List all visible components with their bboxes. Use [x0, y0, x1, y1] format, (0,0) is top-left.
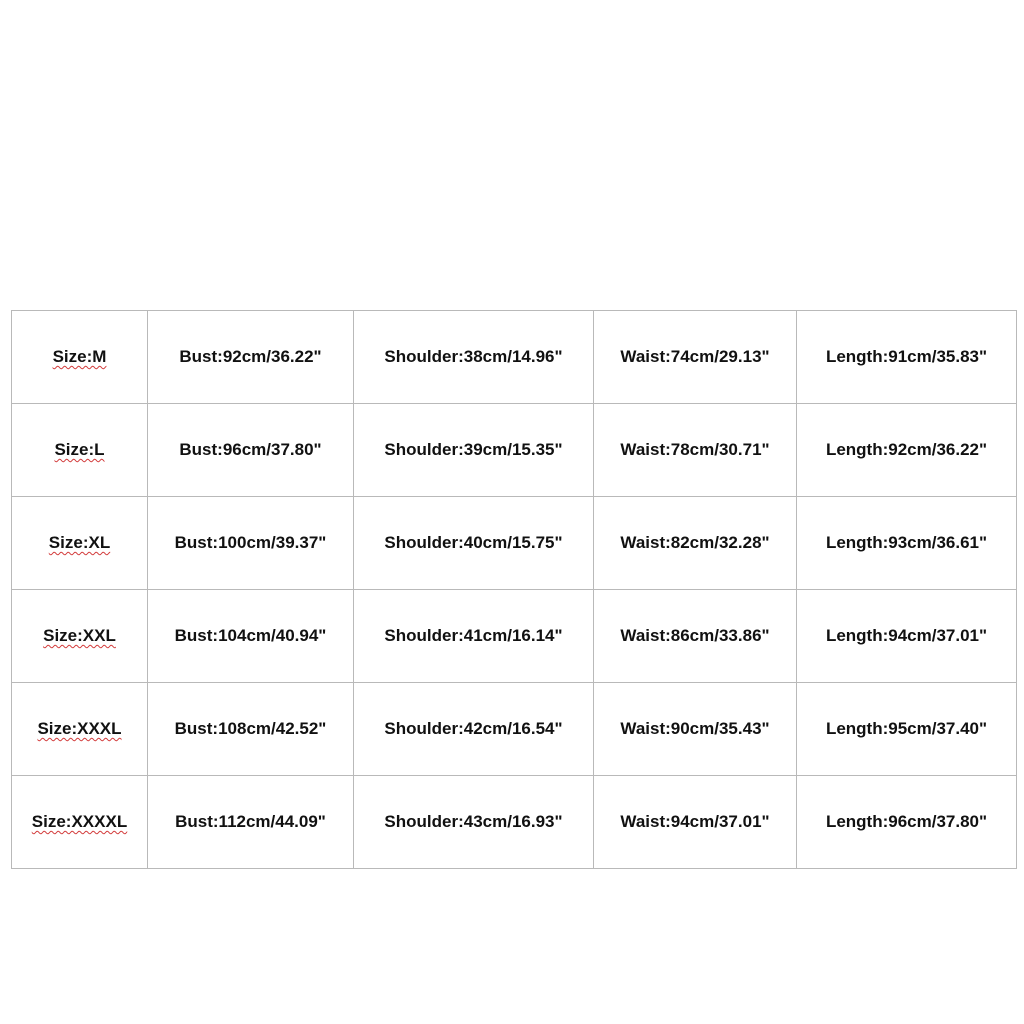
- size-label: Size:XXXXL: [31, 812, 128, 831]
- shoulder-cell: Shoulder:38cm/14.96": [354, 311, 594, 404]
- size-label: Size:L: [54, 440, 105, 459]
- bust-cell: Bust:96cm/37.80": [148, 404, 354, 497]
- bust-cell: Bust:108cm/42.52": [148, 683, 354, 776]
- length-cell: Length:91cm/35.83": [797, 311, 1017, 404]
- waist-cell: Waist:94cm/37.01": [594, 776, 797, 869]
- bust-cell: Bust:104cm/40.94": [148, 590, 354, 683]
- waist-cell: Waist:74cm/29.13": [594, 311, 797, 404]
- table-row: [12, 311, 1017, 404]
- length-cell: Length:94cm/37.01": [797, 590, 1017, 683]
- size-label: Size:M: [52, 347, 107, 366]
- waist-cell: Waist:90cm/35.43": [594, 683, 797, 776]
- shoulder-cell: Shoulder:39cm/15.35": [354, 404, 594, 497]
- size-cell: [12, 311, 148, 404]
- shoulder-cell: Shoulder:43cm/16.93": [354, 776, 594, 869]
- size-cell: [12, 683, 148, 776]
- table-row: [12, 683, 1017, 776]
- table-row: [12, 497, 1017, 590]
- length-cell: Length:96cm/37.80": [797, 776, 1017, 869]
- size-label: Size:XXL: [43, 626, 116, 645]
- size-cell: [12, 497, 148, 590]
- length-cell: Length:95cm/37.40": [797, 683, 1017, 776]
- table-row: [12, 590, 1017, 683]
- size-cell: [12, 404, 148, 497]
- size-chart-table: [11, 310, 1017, 869]
- waist-cell: Waist:86cm/33.86": [594, 590, 797, 683]
- size-label: Size:XXXL: [37, 719, 122, 738]
- size-cell: [12, 590, 148, 683]
- waist-cell: Waist:78cm/30.71": [594, 404, 797, 497]
- length-cell: Length:92cm/36.22": [797, 404, 1017, 497]
- bust-cell: Bust:100cm/39.37": [148, 497, 354, 590]
- table-row: [12, 776, 1017, 869]
- bust-cell: Bust:92cm/36.22": [148, 311, 354, 404]
- waist-cell: Waist:82cm/32.28": [594, 497, 797, 590]
- shoulder-cell: Shoulder:42cm/16.54": [354, 683, 594, 776]
- size-label: Size:XL: [48, 533, 111, 552]
- length-cell: Length:93cm/36.61": [797, 497, 1017, 590]
- shoulder-cell: Shoulder:41cm/16.14": [354, 590, 594, 683]
- table-row: [12, 404, 1017, 497]
- size-cell: [12, 776, 148, 869]
- shoulder-cell: Shoulder:40cm/15.75": [354, 497, 594, 590]
- bust-cell: Bust:112cm/44.09": [148, 776, 354, 869]
